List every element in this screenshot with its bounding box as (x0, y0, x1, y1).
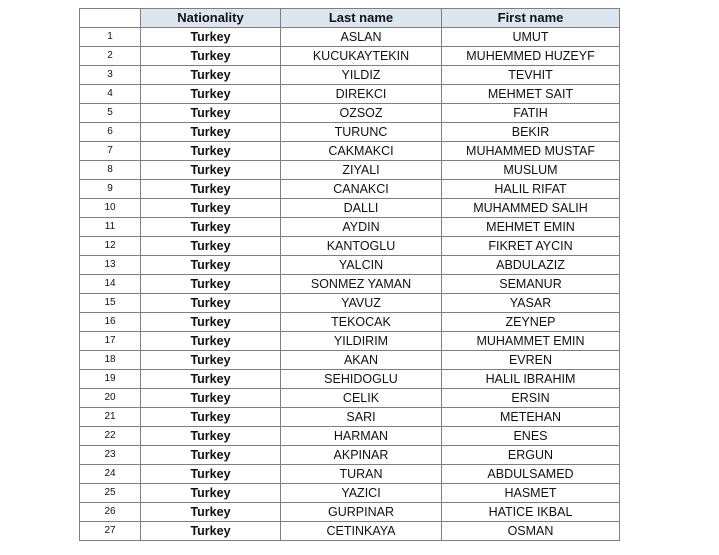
last-name-cell: YAVUZ (281, 294, 442, 313)
nationality-cell: Turkey (141, 180, 281, 199)
last-name-cell: KUCUKAYTEKIN (281, 47, 442, 66)
row-number-cell: 4 (80, 85, 141, 104)
table-row (80, 66, 620, 85)
last-name-cell: OZSOZ (281, 104, 442, 123)
last-name-cell: TEKOCAK (281, 313, 442, 332)
header-row (80, 9, 620, 28)
nationality-cell: Turkey (141, 47, 281, 66)
nationality-cell: Turkey (141, 313, 281, 332)
row-number-cell: 15 (80, 294, 141, 313)
table-row (80, 332, 620, 351)
first-name-cell: ABDULSAMED (442, 465, 620, 484)
row-number-cell: 2 (80, 47, 141, 66)
nationality-cell: Turkey (141, 389, 281, 408)
nationality-cell: Turkey (141, 522, 281, 541)
last-name-cell: DIREKCI (281, 85, 442, 104)
nationality-cell: Turkey (141, 332, 281, 351)
row-number-cell: 12 (80, 237, 141, 256)
table-row (80, 180, 620, 199)
table-row (80, 503, 620, 522)
last-name-cell: SEHIDOGLU (281, 370, 442, 389)
table-row (80, 408, 620, 427)
first-name-cell: MEHMET EMIN (442, 218, 620, 237)
last-name-cell: YILDIRIM (281, 332, 442, 351)
row-number-cell: 25 (80, 484, 141, 503)
nationality-cell: Turkey (141, 66, 281, 85)
row-number-cell: 10 (80, 199, 141, 218)
nationality-cell: Turkey (141, 123, 281, 142)
nationality-cell: Turkey (141, 161, 281, 180)
first-name-cell: HALIL RIFAT (442, 180, 620, 199)
nationality-cell: Turkey (141, 427, 281, 446)
table-row (80, 275, 620, 294)
first-name-cell: BEKIR (442, 123, 620, 142)
nationality-cell: Turkey (141, 142, 281, 161)
table-row (80, 218, 620, 237)
last-name-cell: TURUNC (281, 123, 442, 142)
row-number-cell: 26 (80, 503, 141, 522)
header-first-name: First name (442, 9, 620, 28)
first-name-cell: ABDULAZIZ (442, 256, 620, 275)
nationality-cell: Turkey (141, 237, 281, 256)
last-name-cell: AKPINAR (281, 446, 442, 465)
last-name-cell: YAZICI (281, 484, 442, 503)
first-name-cell: FIKRET AYCIN (442, 237, 620, 256)
first-name-cell: MUHAMMET EMIN (442, 332, 620, 351)
last-name-cell: CAKMAKCI (281, 142, 442, 161)
last-name-cell: KANTOGLU (281, 237, 442, 256)
table-row (80, 123, 620, 142)
nationality-cell: Turkey (141, 218, 281, 237)
first-name-cell: ZEYNEP (442, 313, 620, 332)
nationality-cell: Turkey (141, 408, 281, 427)
row-number-cell: 13 (80, 256, 141, 275)
first-name-cell: HASMET (442, 484, 620, 503)
last-name-cell: CELIK (281, 389, 442, 408)
nationality-cell: Turkey (141, 294, 281, 313)
row-number-cell: 8 (80, 161, 141, 180)
table-row (80, 199, 620, 218)
table-row (80, 484, 620, 503)
table-row (80, 47, 620, 66)
row-number-cell: 20 (80, 389, 141, 408)
last-name-cell: ASLAN (281, 28, 442, 47)
last-name-cell: DALLI (281, 199, 442, 218)
header-last-name: Last name (281, 9, 442, 28)
first-name-cell: YASAR (442, 294, 620, 313)
row-number-cell: 3 (80, 66, 141, 85)
first-name-cell: OSMAN (442, 522, 620, 541)
first-name-cell: HATICE IKBAL (442, 503, 620, 522)
row-number-cell: 22 (80, 427, 141, 446)
table-row (80, 351, 620, 370)
nationality-cell: Turkey (141, 465, 281, 484)
row-number-cell: 23 (80, 446, 141, 465)
table-row (80, 427, 620, 446)
last-name-cell: SARI (281, 408, 442, 427)
table-row (80, 28, 620, 47)
first-name-cell: MUHEMMED HUZEYF (442, 47, 620, 66)
table-row (80, 142, 620, 161)
first-name-cell: ENES (442, 427, 620, 446)
nationality-cell: Turkey (141, 446, 281, 465)
table-row (80, 294, 620, 313)
nationality-cell: Turkey (141, 28, 281, 47)
table-row (80, 465, 620, 484)
first-name-cell: MUSLUM (442, 161, 620, 180)
last-name-cell: YILDIZ (281, 66, 442, 85)
row-number-cell: 19 (80, 370, 141, 389)
table-row (80, 446, 620, 465)
row-number-cell: 24 (80, 465, 141, 484)
nationality-cell: Turkey (141, 275, 281, 294)
table-row (80, 389, 620, 408)
corner-cell (80, 9, 141, 28)
row-number-cell: 5 (80, 104, 141, 123)
table-row (80, 256, 620, 275)
table-row (80, 522, 620, 541)
names-table (79, 8, 620, 541)
last-name-cell: ZIYALI (281, 161, 442, 180)
nationality-cell: Turkey (141, 370, 281, 389)
first-name-cell: METEHAN (442, 408, 620, 427)
nationality-cell: Turkey (141, 85, 281, 104)
row-number-cell: 11 (80, 218, 141, 237)
first-name-cell: TEVHIT (442, 66, 620, 85)
row-number-cell: 1 (80, 28, 141, 47)
nationality-cell: Turkey (141, 199, 281, 218)
row-number-cell: 21 (80, 408, 141, 427)
row-number-cell: 7 (80, 142, 141, 161)
last-name-cell: YALCIN (281, 256, 442, 275)
last-name-cell: SONMEZ YAMAN (281, 275, 442, 294)
row-number-cell: 9 (80, 180, 141, 199)
nationality-cell: Turkey (141, 503, 281, 522)
table-row (80, 104, 620, 123)
last-name-cell: GURPINAR (281, 503, 442, 522)
first-name-cell: FATIH (442, 104, 620, 123)
first-name-cell: HALIL IBRAHIM (442, 370, 620, 389)
first-name-cell: MUHAMMED SALIH (442, 199, 620, 218)
nationality-cell: Turkey (141, 484, 281, 503)
table-row (80, 370, 620, 389)
nationality-cell: Turkey (141, 104, 281, 123)
row-number-cell: 6 (80, 123, 141, 142)
nationality-cell: Turkey (141, 256, 281, 275)
last-name-cell: AKAN (281, 351, 442, 370)
table-row (80, 313, 620, 332)
table-row (80, 161, 620, 180)
first-name-cell: UMUT (442, 28, 620, 47)
row-number-cell: 14 (80, 275, 141, 294)
table-body (80, 28, 620, 541)
last-name-cell: TURAN (281, 465, 442, 484)
first-name-cell: ERSIN (442, 389, 620, 408)
last-name-cell: CETINKAYA (281, 522, 442, 541)
first-name-cell: EVREN (442, 351, 620, 370)
row-number-cell: 18 (80, 351, 141, 370)
table-row (80, 85, 620, 104)
last-name-cell: CANAKCI (281, 180, 442, 199)
first-name-cell: ERGUN (442, 446, 620, 465)
row-number-cell: 27 (80, 522, 141, 541)
row-number-cell: 17 (80, 332, 141, 351)
first-name-cell: MEHMET SAIT (442, 85, 620, 104)
row-number-cell: 16 (80, 313, 141, 332)
header-nationality: Nationality (141, 9, 281, 28)
last-name-cell: HARMAN (281, 427, 442, 446)
first-name-cell: SEMANUR (442, 275, 620, 294)
table-row (80, 237, 620, 256)
nationality-cell: Turkey (141, 351, 281, 370)
last-name-cell: AYDIN (281, 218, 442, 237)
first-name-cell: MUHAMMED MUSTAF (442, 142, 620, 161)
